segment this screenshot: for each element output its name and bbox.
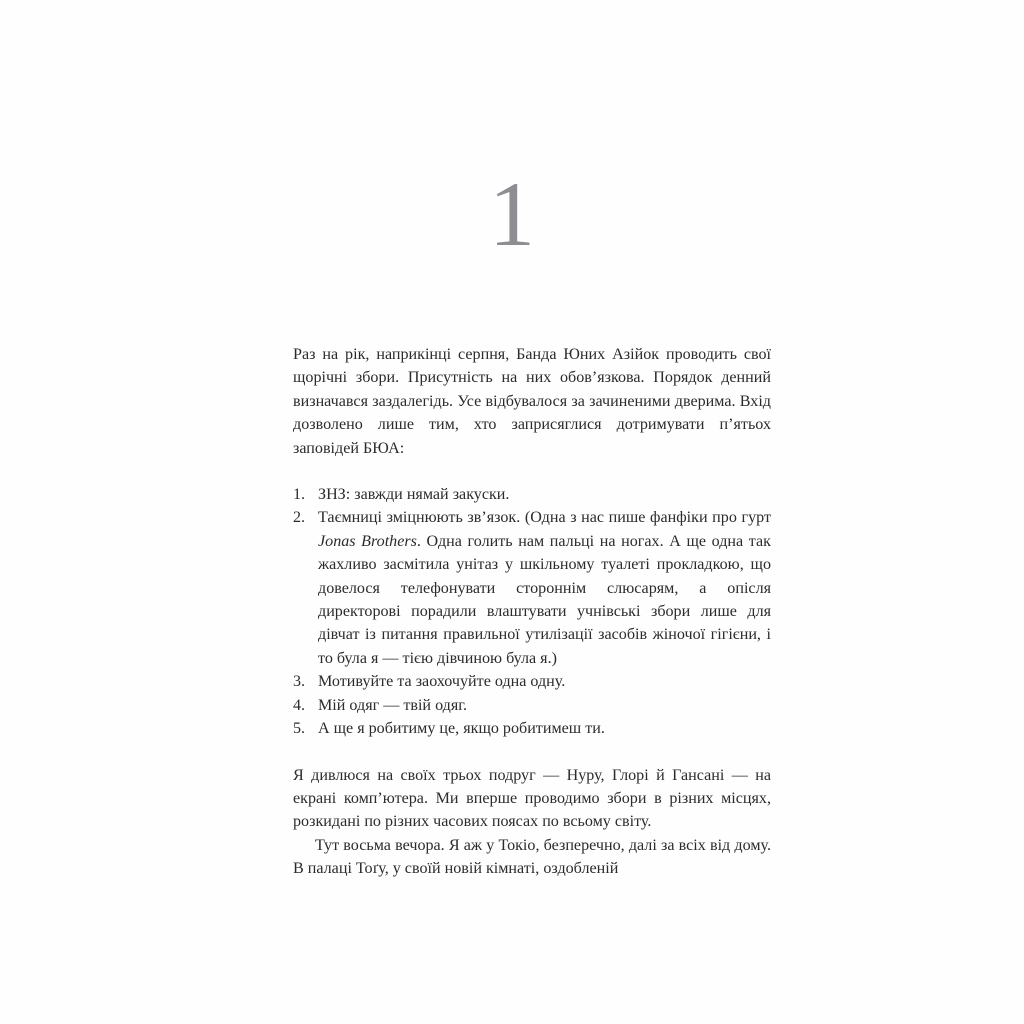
paragraph-tokyo: Тут восьма вечора. Я аж у Токіо, безперечно, далі за всіх від дому. В палаці Тоґу, у своїй новій кімнаті, оздобленій [293,836,771,878]
rules-list [293,483,771,740]
list-item-text: А ще я робитиму це, якщо робитимеш ти. [318,720,605,738]
paragraph-gap [293,741,771,764]
list-item [293,506,771,670]
list-item [293,483,771,506]
list-item-text-part: . Одна голить нам пальці на ногах. А ще одна так жахливо засмітила унітаз у шкільному туалеті прокладкою, що довелося телефонувати стороннім слюсарям, а опісля директорові порадили влаштувати учнівські збори лише для дівчат із питання правильної утилізації засобів жіночої гігієни, і то була я — тією дівчиною була я.) [318,532,771,667]
list-item-text: ЗНЗ: завжди нямай закуски. [318,486,510,504]
paragraph-opening: Раз на рік, наприкінці серпня, Банда Юних Азійок проводить свої щорічні збори. Присутність на них обов’язкова. Порядок денний визначався заздалегідь. Усе відбувалося за зачиненими дверима. Вхід дозволено лише тим, хто заприсяглися дотримувати п’ятьох заповідей БЮА: [293,346,771,457]
list-item-text: Мотивуйте та заохочуйте одна одну. [318,673,566,691]
list-item [293,694,771,717]
chapter-number: 1 [489,163,535,265]
band-name-italic: Jonas Brothers [318,532,417,550]
text-column [293,343,771,881]
paragraph-gap [293,460,771,483]
list-item-number: 3. [293,673,306,691]
list-item-text-part: Таємниці зміцнюють зв’язок. (Одна з нас пише фанфіки про гурт [318,509,771,527]
list-item-number: 1. [293,486,306,504]
list-item-text [318,506,771,670]
list-item-text: Мій одяг — твій одяг. [318,696,468,714]
list-item-number: 4. [293,696,306,714]
list-item [293,670,771,693]
paragraph-friends: Я дивлюся на своїх трьох подруг — Нуру, Глорі й Гансані — на екрані комп’ютера. Ми вперше проводимо збори в різних місцях, розкидані по різних часових поясах по всьому світу. [293,766,771,831]
list-item [293,717,771,740]
list-item-number: 2. [293,509,306,527]
list-item-number: 5. [293,720,306,738]
